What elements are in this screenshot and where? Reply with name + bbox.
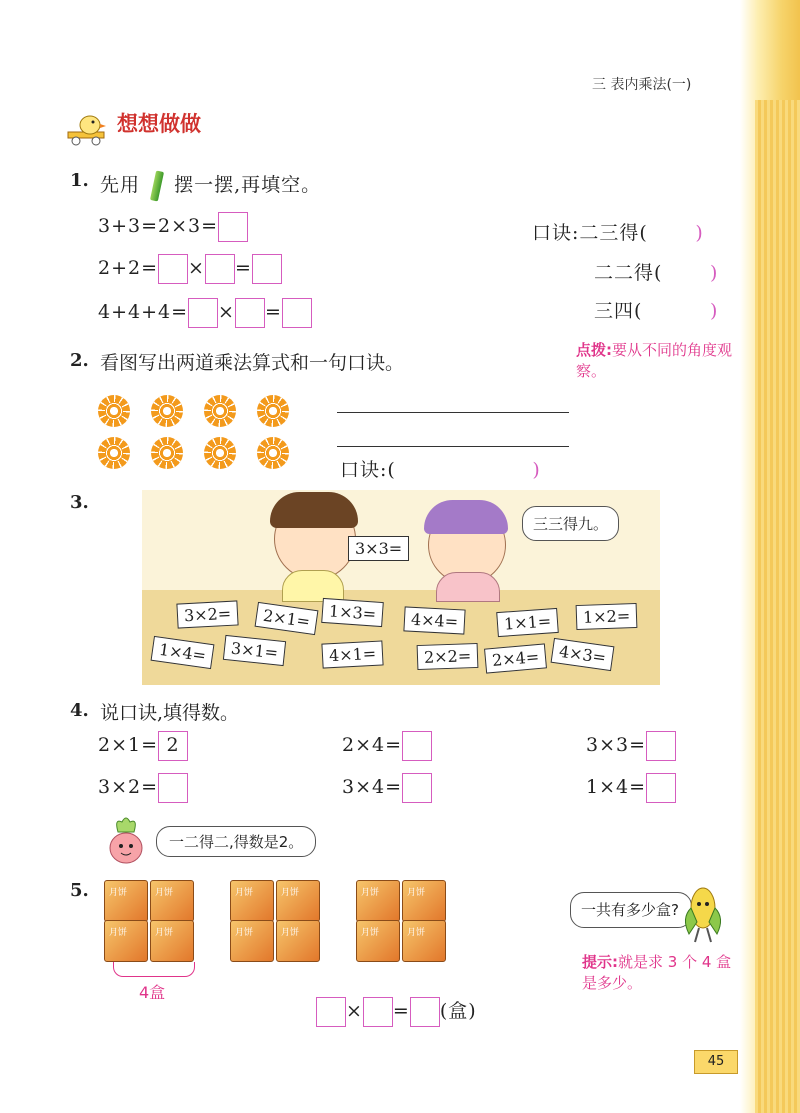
q5-question-bubble: 一共有多少盒? — [570, 892, 692, 928]
q1-koujue-1 — [532, 218, 704, 245]
equals-sign: = — [264, 301, 282, 323]
q2-koujue — [340, 455, 541, 482]
mooncake-box-icon: 月饼 — [230, 920, 274, 962]
hint-text: 就是求 3 个 4 盒是多少。 — [582, 953, 732, 992]
expression-card[interactable]: 3×2= — [176, 600, 238, 628]
answer-box[interactable] — [235, 298, 265, 328]
answer-box[interactable] — [402, 731, 432, 761]
section-title: 想想做做 — [117, 112, 201, 136]
flower-icon — [98, 437, 130, 469]
q1-equation-3 — [98, 298, 312, 328]
group-brace — [113, 962, 195, 977]
q4-expression: 3×2= — [98, 776, 159, 798]
answer-box[interactable] — [188, 298, 218, 328]
mooncake-box-icon: 月饼 — [402, 880, 446, 922]
chick-cart-icon — [66, 112, 106, 144]
page-stack-decoration — [755, 100, 800, 1113]
q2-number: 2. — [70, 350, 89, 371]
answer-box[interactable] — [158, 254, 188, 284]
q3-number: 3. — [70, 492, 89, 513]
answer-box[interactable] — [410, 997, 440, 1027]
mooncake-box-icon: 月饼 — [402, 920, 446, 962]
boy-hair — [270, 492, 358, 528]
q4-item — [586, 731, 676, 761]
q4-expression: 2×1= — [98, 734, 159, 756]
times-sign: × — [188, 257, 205, 279]
group-label: 4盒 — [139, 983, 166, 1002]
mooncake-box-icon: 月饼 — [356, 880, 400, 922]
boy-shirt — [282, 570, 344, 602]
answer-box[interactable] — [252, 254, 282, 284]
expression-card[interactable]: 4×4= — [403, 606, 465, 634]
mooncake-box-icon: 月饼 — [150, 880, 194, 922]
flower-icon — [151, 437, 183, 469]
mooncake-box-icon: 月饼 — [104, 920, 148, 962]
boy-card: 3×3= — [348, 536, 409, 561]
expression-card[interactable]: 1×1= — [496, 608, 559, 637]
q1-koujue-2 — [594, 258, 718, 285]
answer-box[interactable] — [646, 773, 676, 803]
q2-hint — [576, 340, 736, 382]
mooncake-box-icon: 月饼 — [276, 880, 320, 922]
answer-box[interactable]: 2 — [158, 731, 188, 761]
koujue-label: 口诀:二三得( — [532, 222, 648, 244]
answer-box[interactable] — [316, 997, 346, 1027]
chapter-header: 三 表内乘法(一) — [592, 77, 692, 93]
expression-card[interactable]: 1×4= — [151, 636, 215, 669]
q3-illustration — [142, 490, 660, 685]
q4-item — [98, 773, 188, 803]
koujue-label: 口诀:( — [340, 459, 396, 481]
hint-label: 点拨: — [576, 341, 612, 359]
answer-box[interactable] — [646, 731, 676, 761]
q1-text-after: 摆一摆,再填空。 — [174, 174, 322, 196]
mooncake-box-icon: 月饼 — [276, 920, 320, 962]
stick-icon — [150, 170, 164, 201]
q4-item — [586, 773, 676, 803]
q4-text: 说口诀,填得数。 — [100, 702, 240, 724]
q1-eq3-text: 4+4+4= — [98, 301, 189, 323]
mooncake-box-icon: 月饼 — [230, 880, 274, 922]
answer-box[interactable] — [205, 254, 235, 284]
answer-line[interactable] — [337, 446, 569, 447]
q4-expression: 2×4= — [342, 734, 403, 756]
mooncake-box-icon: 月饼 — [356, 920, 400, 962]
q5-number: 5. — [70, 880, 89, 901]
q4-tip-bubble: 一二得二,得数是2。 — [156, 826, 316, 857]
expression-card[interactable]: 2×4= — [484, 643, 547, 673]
girl-shirt — [436, 572, 500, 602]
close-paren: ) — [710, 262, 719, 284]
answer-box[interactable] — [158, 773, 188, 803]
close-paren: ) — [710, 300, 719, 322]
flower-icon — [151, 395, 183, 427]
koujue-3-label: 三四( — [594, 300, 643, 322]
expression-card[interactable]: 2×2= — [417, 643, 479, 670]
q1-equation-1 — [98, 212, 248, 242]
flower-icon — [257, 437, 289, 469]
expression-card[interactable]: 4×1= — [321, 640, 383, 668]
q1-equation-2 — [98, 254, 282, 284]
flower-icon — [98, 395, 130, 427]
answer-box[interactable] — [363, 997, 393, 1027]
q5-equation — [316, 996, 477, 1027]
radish-mascot-icon — [100, 814, 150, 864]
expression-card[interactable]: 1×3= — [321, 598, 384, 627]
q4-expression: 3×4= — [342, 776, 403, 798]
q1-text-before: 先用 — [100, 174, 141, 196]
hint-text: 要从不同的角度观察。 — [576, 341, 733, 380]
flower-icon — [204, 395, 236, 427]
answer-box[interactable] — [402, 773, 432, 803]
page-number: 45 — [694, 1050, 738, 1074]
girl-hair — [424, 500, 508, 534]
equals-sign: = — [392, 1000, 410, 1022]
q4-expression: 3×3= — [586, 734, 647, 756]
expression-card[interactable]: 4×3= — [551, 638, 615, 671]
close-paren: ) — [695, 222, 704, 244]
hint-label: 提示: — [582, 953, 618, 971]
q4-item — [342, 731, 432, 761]
flower-icon — [257, 395, 289, 427]
koujue-2-label: 二二得( — [594, 262, 663, 284]
q5-hint — [582, 952, 732, 994]
times-sign: × — [218, 301, 235, 323]
q4-number: 4. — [70, 700, 89, 721]
equals-sign: = — [234, 257, 252, 279]
q4-item — [98, 731, 188, 761]
flower-icon — [204, 437, 236, 469]
mooncake-box-icon: 月饼 — [104, 880, 148, 922]
q1-koujue-3 — [594, 296, 718, 323]
answer-box[interactable] — [218, 212, 248, 242]
answer-box[interactable] — [282, 298, 312, 328]
expression-card[interactable]: 3×1= — [223, 635, 286, 666]
q1-eq1-text: 3+3=2×3= — [98, 215, 219, 237]
q1-number: 1. — [70, 170, 89, 191]
q2-text: 看图写出两道乘法算式和一句口诀。 — [100, 352, 405, 374]
mooncake-box-icon: 月饼 — [150, 920, 194, 962]
q4-item — [342, 773, 432, 803]
unit-label: (盒) — [439, 1000, 477, 1022]
q1-prompt — [100, 170, 321, 201]
expression-card[interactable]: 1×2= — [576, 603, 638, 630]
corn-mascot-icon — [675, 878, 725, 944]
q1-eq2-text: 2+2= — [98, 257, 159, 279]
close-paren: ) — [532, 459, 541, 481]
times-sign: × — [346, 1000, 363, 1022]
answer-line[interactable] — [337, 412, 569, 413]
expression-card[interactable]: 2×1= — [255, 602, 319, 635]
q4-expression: 1×4= — [586, 776, 647, 798]
girl-speech-bubble: 三三得九。 — [522, 506, 619, 541]
